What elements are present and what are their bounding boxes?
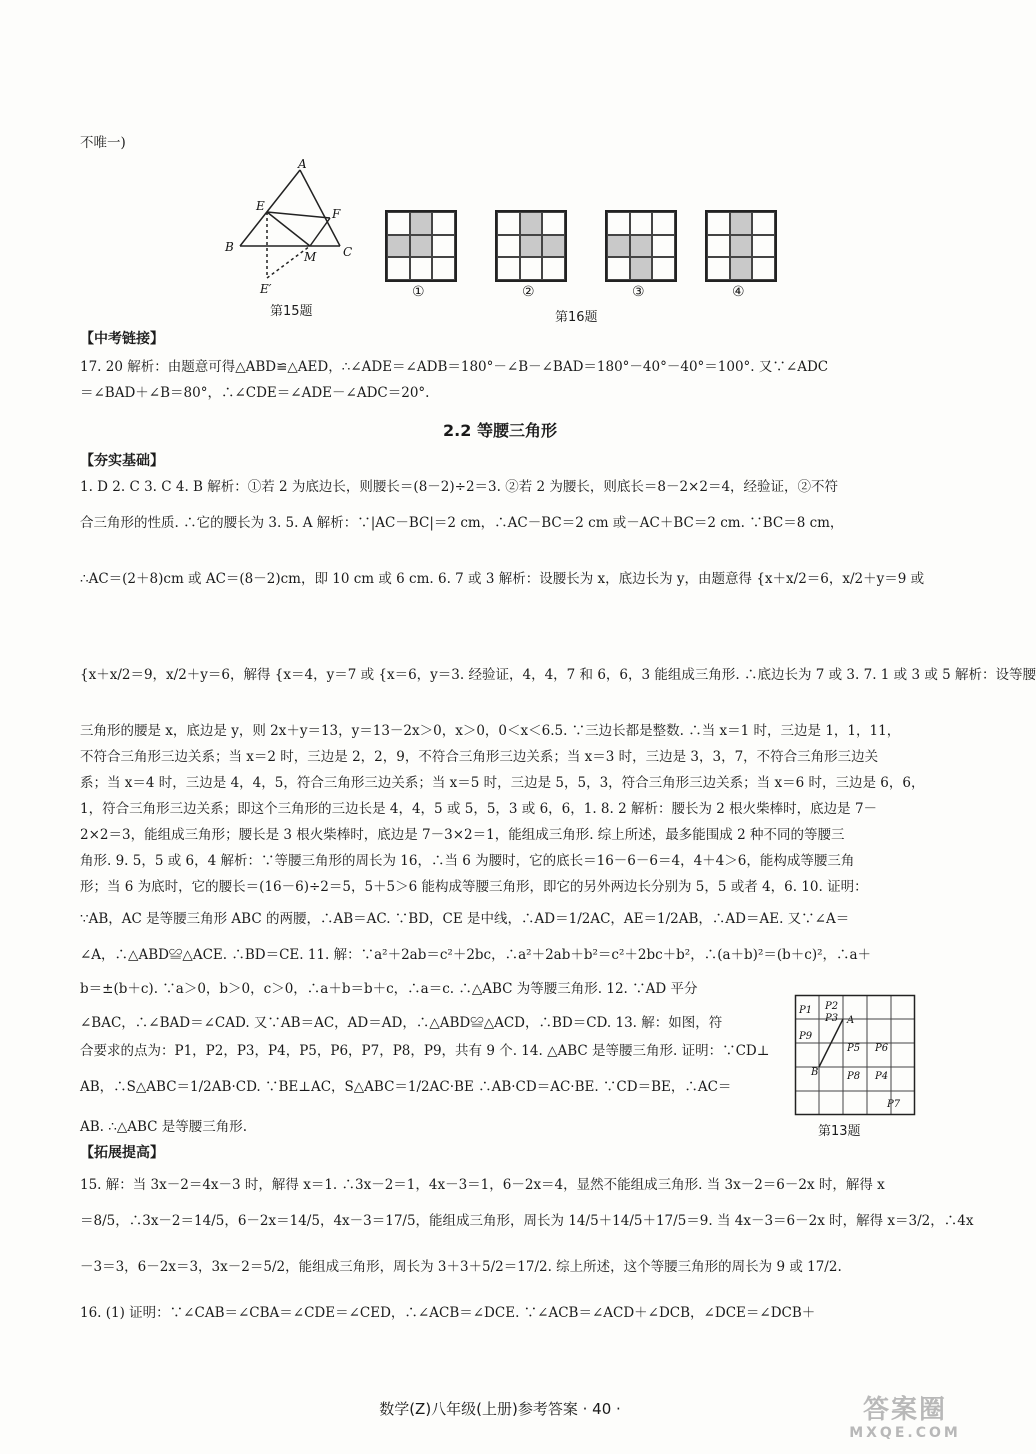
section-tuozhan: 【拓展提高】 — [80, 1145, 164, 1161]
p8: P8 — [847, 1071, 861, 1082]
q15-line-1: 15. 解：当 3x－2＝4x－3 时，解得 x＝1. ∴3x－2＝1，4x－3＝1，6－2x＝4，显然不能组成三角形. 当 3x－2＝6－2x 时，解得 x — [80, 1177, 885, 1193]
grid-3 — [605, 210, 677, 282]
q17-line-2: ＝∠BAD＋∠B＝80°，∴∠CDE＝∠ADE－∠ADC＝20°. — [80, 385, 430, 401]
grid-1 — [385, 210, 457, 282]
figure-15-caption: 第15题 — [270, 304, 313, 319]
basic-line-15: ∠BAC，∴∠BAD＝∠CAD. 又∵AB＝AC，AD＝AD，∴△ABD≌△ACD，∴BD＝CD. 13. 解：如图，符 — [80, 1015, 723, 1031]
figure-13-caption: 第13题 — [818, 1124, 861, 1139]
basic-line-9: 2×2＝3，能组成三角形；腰长是 3 根火柴棒时，底边是 7－3×2＝1，能组成三角形. 综上所述，最多能围成 2 种不同的等腰三 — [80, 827, 845, 843]
q16-line: 16. (1) 证明：∵∠CAB＝∠CBA＝∠CDE＝∠CED，∴∠ACB＝∠DCE. ∵∠ACB＝∠ACD＋∠DCB，∠DCE＝∠DCB＋ — [80, 1305, 816, 1321]
grid-2 — [495, 210, 567, 282]
section-title: 2.2 等腰三角形 — [443, 421, 557, 440]
p3: P3 — [825, 1013, 839, 1024]
point-A: A — [847, 1015, 855, 1026]
basic-line-3: ∴AC＝(2＋8)cm 或 AC＝(8－2)cm，即 10 cm 或 6 cm. 6. 7 或 3 解析：设腰长为 x，底边长为 y，由题意得 {x＋x/2＝6，x/2＋y＝9 或 — [80, 571, 925, 587]
basic-line-2: 合三角形的性质. ∴它的腰长为 3. 5. A 解析：∵|AC－BC|＝2 cm，∴AC－BC＝2 cm 或－AC＋BC＝2 cm. ∵BC＝8 cm， — [80, 515, 844, 531]
page-footer: 数学(Z)八年级(上册)参考答案 · 40 · — [379, 1400, 621, 1418]
section-hangshi: 【夯实基础】 — [80, 453, 164, 469]
basic-line-13: ∠A，∴△ABD≌△ACE. ∴BD＝CE. 11. 解：∵a²＋2ab＝c²＋2bc，∴a²＋2ab＋b²＝c²＋2bc＋b²，∴(a＋b)²＝(b＋c)²，∴a＋ — [80, 947, 872, 963]
label-B: B — [225, 240, 234, 254]
q15-line-3: －3＝3，6－2x＝3，3x－2＝5/2，能组成三角形，周长为 3＋3＋5/2＝17/2. 综上所述，这个等腰三角形的周长为 9 或 17/2. — [80, 1259, 842, 1275]
figure-15-triangle — [220, 157, 360, 300]
p2: P2 — [825, 1001, 839, 1012]
grid-1-label: ① — [412, 284, 425, 300]
p5: P5 — [847, 1043, 861, 1054]
basic-line-10: 角形. 9. 5，5 或 6，4 解析：∵等腰三角形的周长为 16，∴当 6 为腰时，它的底长＝16－6－6＝4，4＋4＞6，能构成等腰三角 — [80, 853, 855, 869]
watermark-big: 答案圈 — [862, 1395, 947, 1425]
label-E-prime: E′ — [260, 282, 272, 296]
basic-line-8: 1，符合三角形三边关系；即这个三角形的三边长是 4，4，5 或 5，5，3 或 6，6，1. 8. 2 解析：腰长为 2 根火柴棒时，底边是 7－ — [80, 801, 878, 817]
figure-16-caption: 第16题 — [555, 310, 598, 325]
basic-line-5: 三角形的腰是 x，底边是 y，则 2x＋y＝13，y＝13－2x＞0，x＞0，0＜x＜6.5. ∵三边长都是整数. ∴当 x＝1 时，三边是 1，1，11， — [80, 723, 901, 739]
basic-line-11: 形；当 6 为底时，它的腰长＝(16－6)÷2＝5，5＋5＞6 能构成等腰三角形，即它的另外两边长分别为 5，5 或者 4，6. 10. 证明： — [80, 879, 868, 895]
basic-line-16: 合要求的点为：P1，P2，P3，P4，P5，P6，P7，P8，P9，共有 9 个. 14. △ABC 是等腰三角形. 证明：∵CD⊥ — [80, 1043, 770, 1059]
basic-line-12: ∵AB，AC 是等腰三角形 ABC 的两腰，∴AB＝AC. ∵BD，CE 是中线，∴AD＝1/2AC，AE＝1/2AB，∴AD＝AE. 又∵∠A＝ — [80, 911, 850, 927]
label-M: M — [304, 250, 317, 264]
section-zhongkao: 【中考链接】 — [80, 331, 164, 347]
basic-line-6: 不符合三角形三边关系；当 x＝2 时，三边是 2，2，9，不符合三角形三边关系；当 x＝3 时，三边是 3，3，7，不符合三角形三边关 — [80, 749, 879, 765]
grid-4-label: ④ — [732, 284, 745, 300]
p4: P4 — [875, 1071, 889, 1082]
p7: P7 — [887, 1099, 901, 1110]
q15-line-2: ＝8/5，∴3x－2＝14/5，6－2x＝14/5，4x－3＝17/5，能组成三角形，周长为 14/5＋14/5＋17/5＝9. 当 4x－3＝6－2x 时，解得 x＝3/2，∴4x — [80, 1213, 974, 1229]
basic-line-18: AB. ∴△ABC 是等腰三角形. — [80, 1119, 248, 1135]
basic-line-1: 1. D 2. C 3. C 4. B 解析：①若 2 为底边长，则腰长＝(8－2)÷2＝3. ②若 2 为腰长，则底长＝8－2×2＝4，经验证，②不符 — [80, 479, 839, 495]
label-E: E — [256, 199, 265, 213]
label-F: F — [332, 207, 341, 221]
watermark-logo — [820, 1395, 990, 1450]
q17-line-1: 17. 20 解析：由题意可得△ABD≌△AED，∴∠ADE＝∠ADB＝180°－∠B－∠BAD＝180°－40°－40°＝100°. 又∵∠ADC — [80, 359, 829, 375]
grid-2-label: ② — [522, 284, 535, 300]
basic-line-4: {x＋x/2＝9，x/2＋y＝6，解得 {x＝4，y＝7 或 {x＝6，y＝3. 经验证，4，4，7 和 6，6，3 能组成三角形. ∴底边长为 7 或 3. 7. 1 或 3 或 5 解析：设等腰 — [80, 667, 1036, 683]
p9: P9 — [799, 1031, 813, 1042]
p6: P6 — [875, 1043, 889, 1054]
basic-line-17: AB，∴S△ABC＝1/2AB·CD. ∵BE⊥AC，S△ABC＝1/2AC·BE ∴AB·CD＝AC·BE. ∵CD＝BE，∴AC＝ — [80, 1079, 732, 1095]
label-C: C — [343, 245, 353, 259]
top-note: 不唯一) — [80, 135, 126, 151]
point-B: B — [811, 1067, 819, 1078]
label-A: A — [298, 157, 307, 171]
basic-line-14: b＝±(b＋c). ∵a＞0，b＞0，c＞0，∴a＋b＝b＋c，∴a＝c. ∴△ABC 为等腰三角形. 12. ∵AD 平分 — [80, 981, 698, 997]
watermark-small: MXQE.COM — [849, 1425, 961, 1441]
grid-4 — [705, 210, 777, 282]
figure-13-grid — [795, 995, 915, 1115]
grid-3-label: ③ — [632, 284, 645, 300]
p1: P1 — [799, 1005, 813, 1016]
basic-line-7: 系；当 x＝4 时，三边是 4，4，5，符合三角形三边关系；当 x＝5 时，三边是 5，5，3，符合三角形三边关系；当 x＝6 时，三边是 6，6， — [80, 775, 925, 791]
